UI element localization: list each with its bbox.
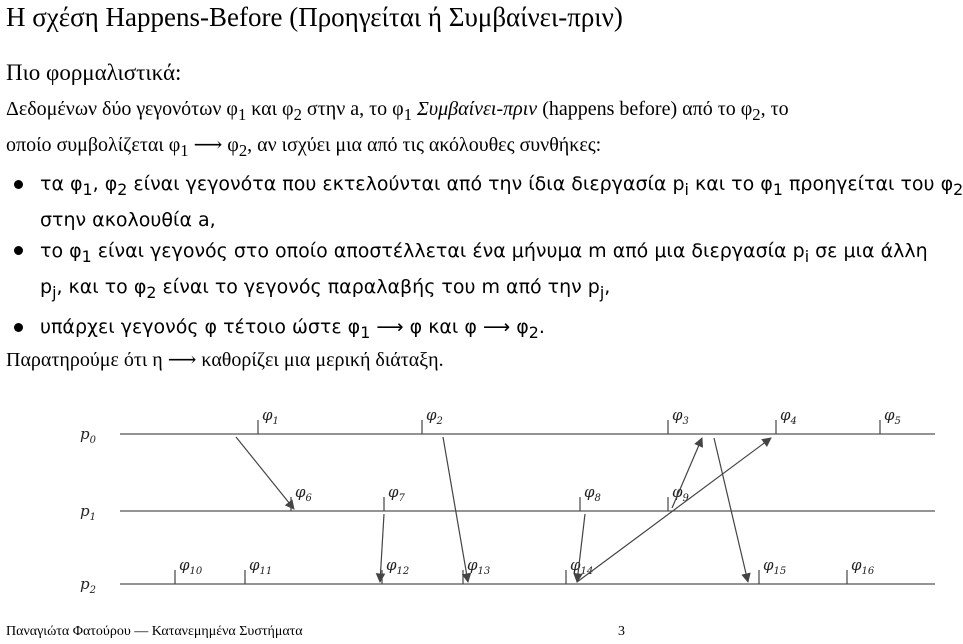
message-arrow-1-6 — [236, 437, 294, 509]
bullet-dot — [14, 323, 23, 332]
message-arrow-2-13 — [443, 437, 468, 582]
condition-1-line-2: στην ακολουθία a, — [40, 208, 216, 231]
event-label-5: $\varphi_5$ — [884, 406, 901, 427]
event-label-10: $\varphi_{10}$ — [179, 556, 203, 577]
condition-3: υπάρχει γεγονός φ τέτοιο ώστε $\varphi_1$ ⟶ φ και φ ⟶ $\varphi_2$. — [40, 316, 545, 342]
observation-text: Παρατηρούμε ότι η ⟶ καθορίζει μια μερική διάταξη. — [6, 349, 444, 371]
event-label-15: $\varphi_{15}$ — [763, 556, 787, 577]
condition-1 — [40, 169, 963, 235]
happens-before-term: Συμβαίνει-πριν — [417, 98, 538, 120]
page-title: Η σχέση Happens-Before (Προηγείται ή Συμβαίνει-πριν) — [6, 2, 623, 32]
intro-line-2: οποίο συμβολίζεται $\varphi_1$ ⟶ $\varphi_2$, αν ισχύει μια από τις ακόλουθες συνθήκες: — [6, 134, 602, 160]
condition-1-line-1: τα $\varphi_1$, $\varphi_2$ είναι γεγονότα που εκτελούνται από την ίδια διεργασία $p_i$ και το $\varphi_1$ προηγείται του $\varphi_2$ — [40, 173, 963, 199]
section-subtitle: Πιο φορμαλιστικά: — [6, 60, 182, 85]
condition-2 — [40, 236, 928, 308]
page-number: 3 — [618, 624, 625, 639]
space-time-diagram — [0, 388, 960, 624]
event-label-8: $\varphi_8$ — [584, 483, 601, 504]
event-label-9: $\varphi_9$ — [672, 483, 689, 504]
process-label-p1: $p_1$ — [80, 502, 96, 523]
intro-line-1: Δεδομένων δύο γεγονότων $\varphi_1$ και $\varphi_2$ στην a, το $\varphi_1$ Συμβαίνει-πριν (happens before) από το $\varphi_2$, το — [6, 98, 789, 124]
event-label-14: $\varphi_{14}$ — [570, 556, 594, 577]
event-label-4: $\varphi_4$ — [780, 406, 797, 427]
event-label-3: $\varphi_3$ — [672, 406, 689, 427]
message-arrow-14-4 — [577, 438, 771, 582]
event-label-12: $\varphi_{12}$ — [386, 556, 410, 577]
process-label-p0: $p_0$ — [80, 425, 96, 446]
event-label-1: $\varphi_1$ — [262, 406, 279, 427]
event-label-2: $\varphi_2$ — [426, 406, 443, 427]
bullet-dot — [14, 180, 23, 189]
event-label-7: $\varphi_7$ — [388, 483, 405, 504]
condition-2-line-1: το $\varphi_1$ είναι γεγονός στο οποίο αποστέλλεται ένα μήνυμα m από μια διεργασία $p_i$ σε μια άλλη — [40, 240, 928, 266]
process-label-p2: $p_2$ — [80, 575, 96, 596]
footer-author-course: Παναγιώτα Φατούρου — Κατανεμημένα Συστήματα — [6, 624, 303, 639]
event-label-6: $\varphi_6$ — [295, 483, 312, 504]
event-label-11: $\varphi_{11}$ — [249, 556, 273, 577]
definition-intro — [6, 94, 789, 166]
event-label-16: $\varphi_{16}$ — [851, 556, 875, 577]
condition-2-line-2: $p_j$, και το $\varphi_2$ είναι το γεγονός παραλαβής του m από την $p_j$, — [40, 275, 611, 302]
event-label-13: $\varphi_{13}$ — [467, 556, 491, 577]
bullet-dot — [14, 246, 23, 255]
